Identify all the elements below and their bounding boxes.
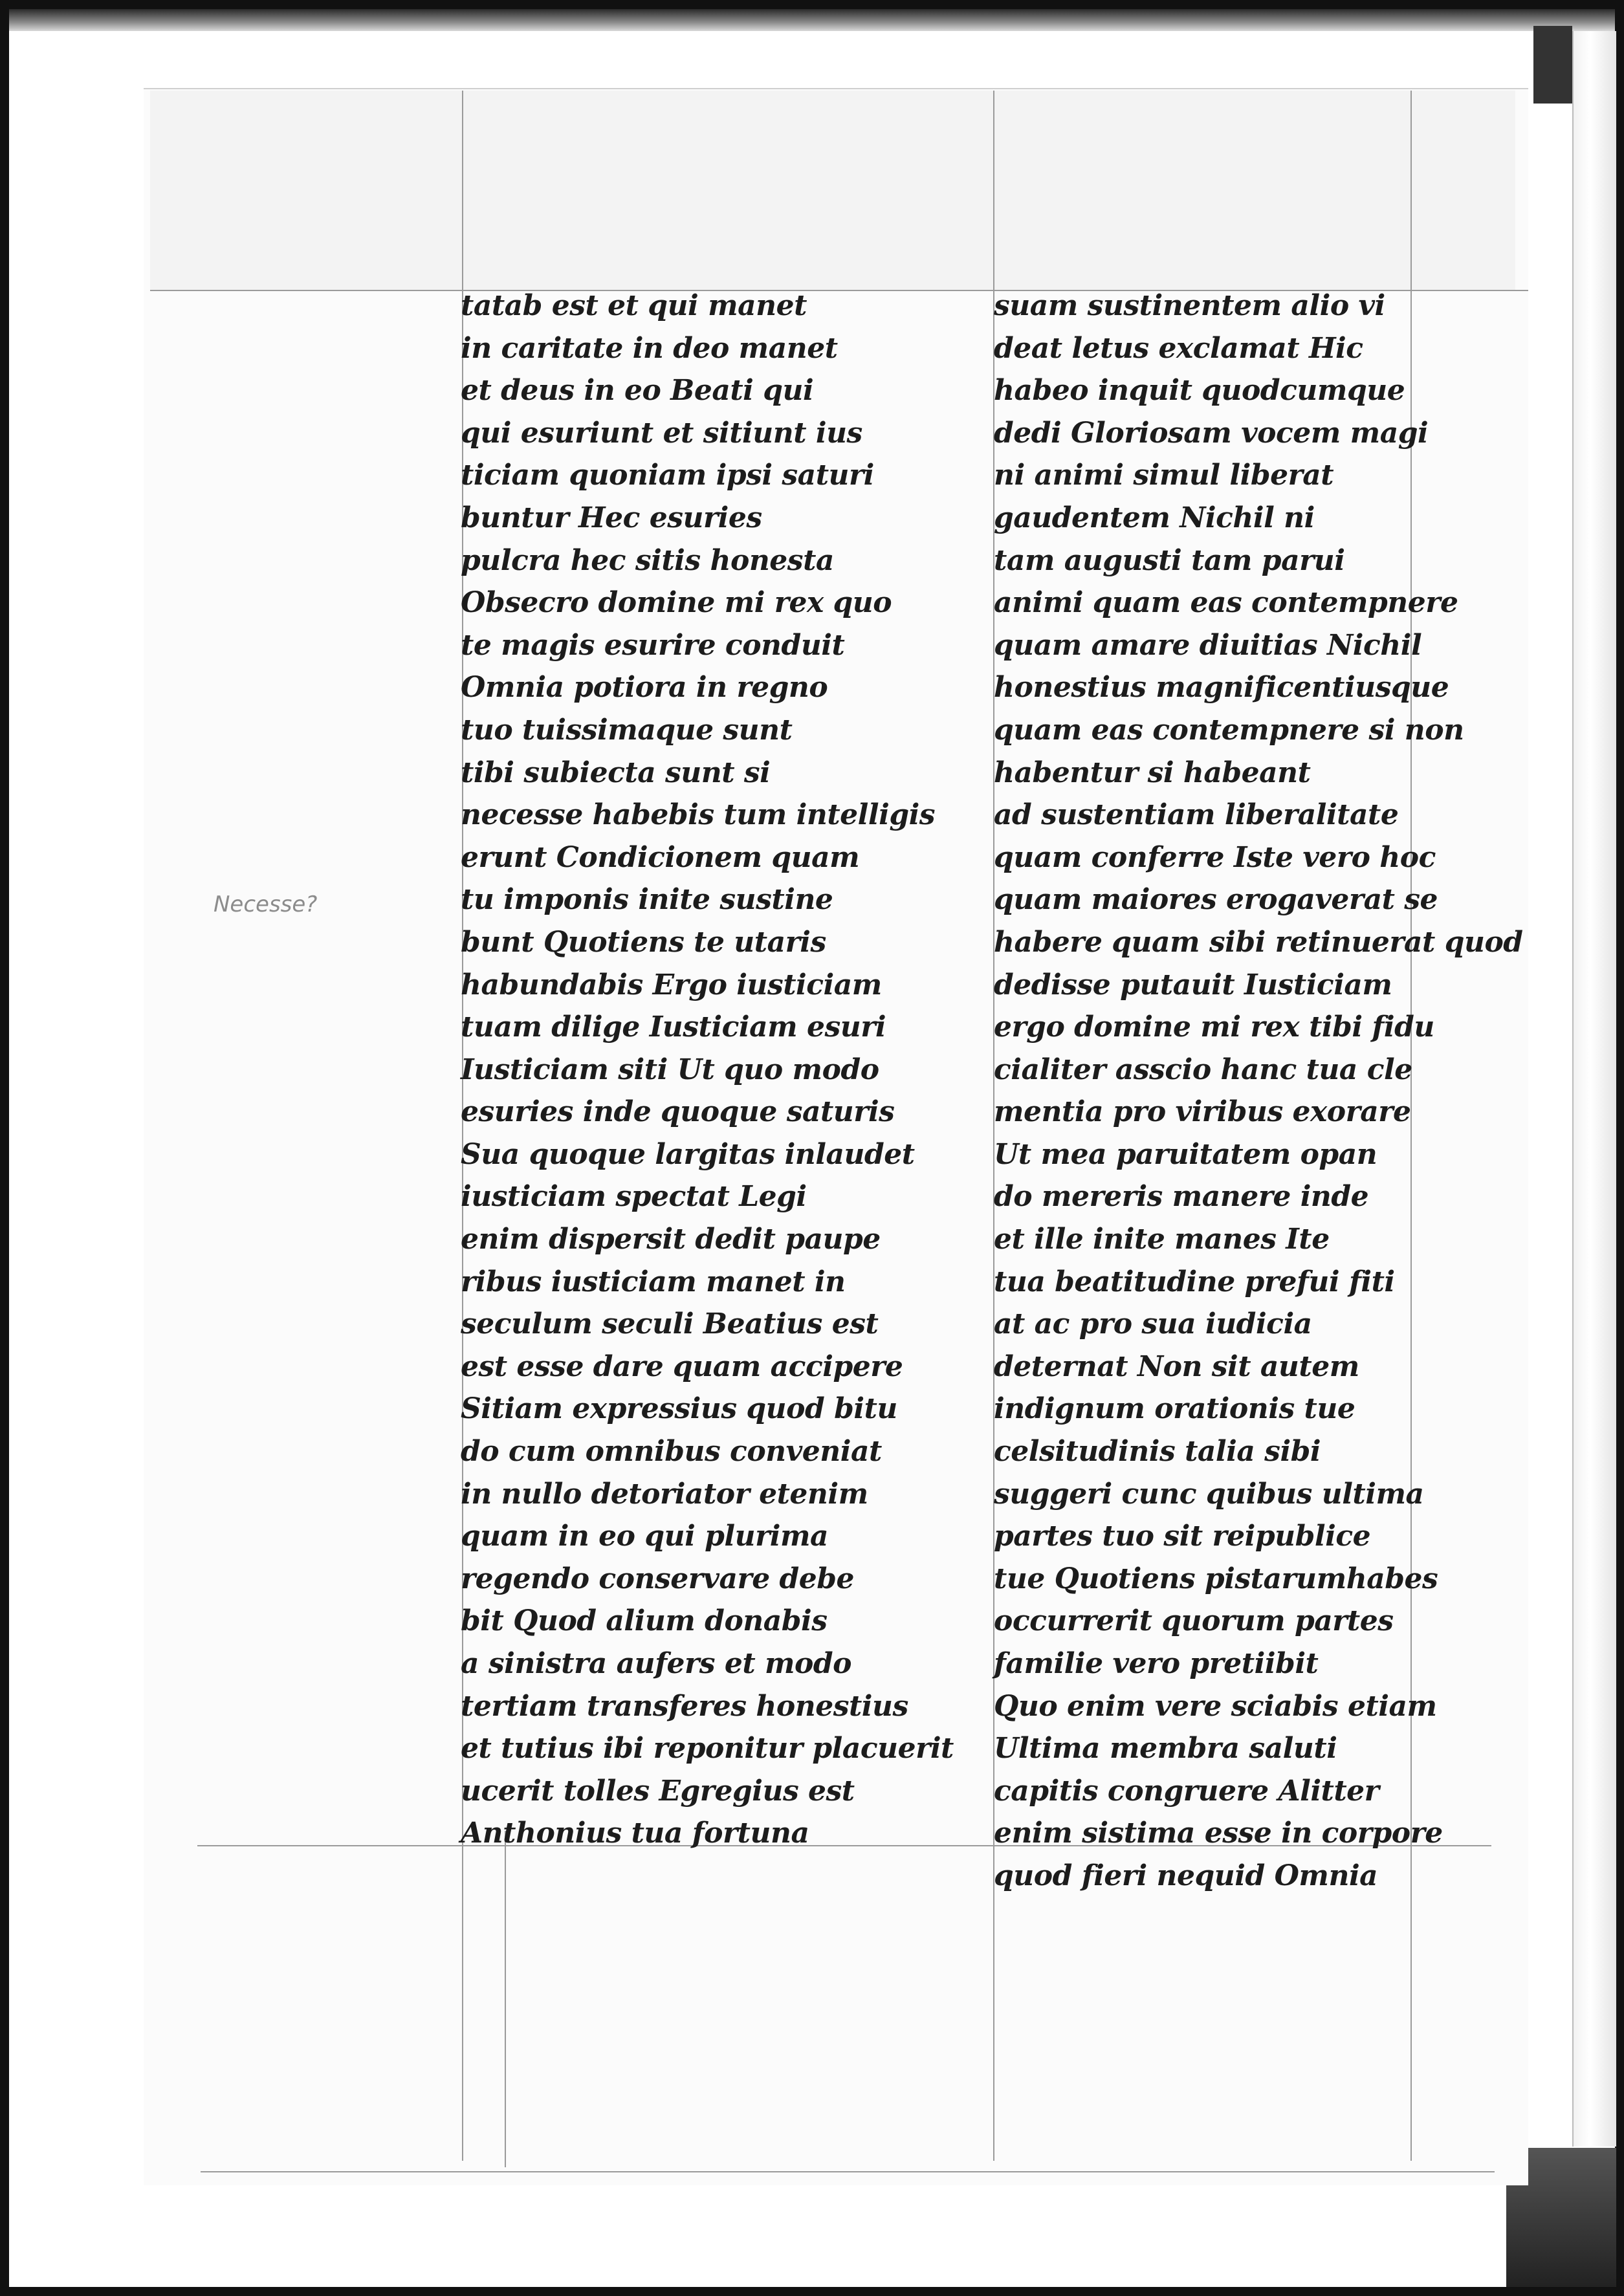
manuscript-line: occurrerit quorum partes bbox=[994, 1604, 1394, 1638]
manuscript-line: buntur Hec esuries bbox=[461, 501, 762, 534]
manuscript-line: tertiam transferes honestius bbox=[461, 1689, 908, 1723]
manuscript-line: te magis esurire conduit bbox=[461, 628, 845, 662]
manuscript-line: ergo domine mi rex tibi fidu bbox=[994, 1011, 1434, 1044]
manuscript-line: capitis congruere Alitter bbox=[994, 1774, 1379, 1808]
manuscript-line: pulcra hec sitis honesta bbox=[461, 543, 834, 577]
manuscript-line: enim sistima esse in corpore bbox=[994, 1817, 1443, 1850]
manuscript-line: quam eas contempnere si non bbox=[994, 713, 1464, 747]
manuscript-line: bunt Quotiens te utaris bbox=[461, 925, 826, 959]
manuscript-line: Anthonius tua fortuna bbox=[461, 1817, 809, 1850]
manuscript-line: ad sustentiam liberalitate bbox=[994, 798, 1399, 832]
manuscript-line: Quo enim vere sciabis etiam bbox=[994, 1689, 1437, 1723]
ruling-line bbox=[505, 1831, 506, 2167]
manuscript-line: animi quam eas contempnere bbox=[994, 586, 1458, 620]
manuscript-line: habundabis Ergo iusticiam bbox=[461, 968, 882, 1001]
manuscript-line: partes tuo sit reipublice bbox=[994, 1520, 1371, 1553]
manuscript-line: regendo conservare debe bbox=[461, 1562, 855, 1595]
manuscript-line: Ultima membra saluti bbox=[994, 1732, 1337, 1766]
text-column-right bbox=[994, 285, 1523, 1897]
manuscript-line: habentur si habeant bbox=[994, 756, 1311, 789]
manuscript-line: tatab est et qui manet bbox=[461, 289, 807, 322]
manuscript-line: ni animi simul liberat bbox=[994, 459, 1334, 492]
manuscript-line: celsitudinis talia sibi bbox=[994, 1435, 1321, 1469]
manuscript-line: Sua quoque largitas inlaudet bbox=[461, 1137, 915, 1171]
manuscript-line: erunt Condicionem quam bbox=[461, 840, 860, 874]
manuscript-line: honestius magnificentiusque bbox=[994, 671, 1449, 705]
manuscript-line: quam maiores erogaverat se bbox=[994, 883, 1438, 917]
manuscript-line: a sinistra aufers et modo bbox=[461, 1647, 851, 1680]
text-column-left bbox=[461, 285, 954, 1855]
manuscript-line: cialiter asscio hanc tua cle bbox=[994, 1053, 1412, 1086]
manuscript-line: gaudentem Nichil ni bbox=[994, 501, 1315, 534]
manuscript-line: deternat Non sit autem bbox=[994, 1350, 1359, 1383]
manuscript-line: et deus in eo Beati qui bbox=[461, 374, 814, 408]
manuscript-line: tibi subiecta sunt si bbox=[461, 756, 771, 789]
ruling-line bbox=[201, 2171, 1495, 2172]
manuscript-line: seculum seculi Beatius est bbox=[461, 1307, 879, 1341]
scan-top-band bbox=[9, 9, 1615, 31]
manuscript-line: tuo tuissimaque sunt bbox=[461, 713, 793, 747]
manuscript-line: dedi Gloriosam vocem magi bbox=[994, 416, 1429, 450]
manuscript-line: Sitiam expressius quod bitu bbox=[461, 1392, 897, 1426]
manuscript-line: ucerit tolles Egregius est bbox=[461, 1774, 855, 1808]
manuscript-line: esuries inde quoque saturis bbox=[461, 1095, 895, 1129]
manuscript-line: in caritate in deo manet bbox=[461, 331, 838, 365]
manuscript-line: suam sustinentem alio vi bbox=[994, 289, 1385, 322]
scan-edge-shadow bbox=[1533, 26, 1572, 104]
manuscript-line: tu imponis inite sustine bbox=[461, 883, 833, 917]
manuscript-line: est esse dare quam accipere bbox=[461, 1350, 903, 1383]
manuscript-line: Omnia potiora in regno bbox=[461, 671, 828, 705]
manuscript-line: et ille inite manes Ite bbox=[994, 1223, 1330, 1256]
manuscript-line: habere quam sibi retinuerat quod bbox=[994, 925, 1523, 959]
manuscript-line: in nullo detoriator etenim bbox=[461, 1477, 868, 1511]
manuscript-line: quam conferre Iste vero hoc bbox=[994, 840, 1436, 874]
manuscript-line: qui esuriunt et sitiunt ius bbox=[461, 416, 862, 450]
manuscript-line: quam in eo qui plurima bbox=[461, 1520, 829, 1553]
manuscript-line: suggeri cunc quibus ultima bbox=[994, 1477, 1424, 1511]
manuscript-line: tue Quotiens pistarumhabes bbox=[994, 1562, 1438, 1595]
manuscript-line: quam amare diuitias Nichil bbox=[994, 628, 1422, 662]
manuscript-line: at ac pro sua iudicia bbox=[994, 1307, 1312, 1341]
page-top-margin bbox=[150, 91, 1515, 291]
margin-annotation: Necesse? bbox=[214, 891, 318, 917]
manuscript-line: ticiam quoniam ipsi saturi bbox=[461, 459, 874, 492]
manuscript-line: iusticiam spectat Legi bbox=[461, 1180, 807, 1214]
manuscript-line: tam augusti tam parui bbox=[994, 543, 1345, 577]
manuscript-line: ribus iusticiam manet in bbox=[461, 1265, 846, 1298]
manuscript-line: tua beatitudine prefui fiti bbox=[994, 1265, 1395, 1298]
manuscript-line: do cum omnibus conveniat bbox=[461, 1435, 882, 1469]
manuscript-line: bit Quod alium donabis bbox=[461, 1604, 828, 1638]
manuscript-line: indignum orationis tue bbox=[994, 1392, 1355, 1426]
manuscript-line: necesse habebis tum intelligis bbox=[461, 798, 936, 832]
manuscript-line: enim dispersit dedit paupe bbox=[461, 1223, 881, 1256]
manuscript-line: Ut mea paruitatem opan bbox=[994, 1137, 1377, 1171]
manuscript-line: tuam dilige Iusticiam esuri bbox=[461, 1011, 886, 1044]
manuscript-line: mentia pro viribus exorare bbox=[994, 1095, 1411, 1129]
manuscript-line: quod fieri nequid Omnia bbox=[994, 1859, 1378, 1892]
manuscript-line: et tutius ibi reponitur placuerit bbox=[461, 1732, 954, 1766]
manuscript-line: Obsecro domine mi rex quo bbox=[461, 586, 892, 620]
manuscript-line: deat letus exclamat Hic bbox=[994, 331, 1363, 365]
manuscript-line: do mereris manere inde bbox=[994, 1180, 1369, 1214]
manuscript-line: dedisse putauit Iusticiam bbox=[994, 968, 1392, 1001]
adjacent-page-edge bbox=[1572, 31, 1616, 2147]
manuscript-line: Iusticiam siti Ut quo modo bbox=[461, 1053, 879, 1086]
manuscript-line: habeo inquit quodcumque bbox=[994, 374, 1405, 408]
manuscript-line: familie vero pretiibit bbox=[994, 1647, 1319, 1680]
